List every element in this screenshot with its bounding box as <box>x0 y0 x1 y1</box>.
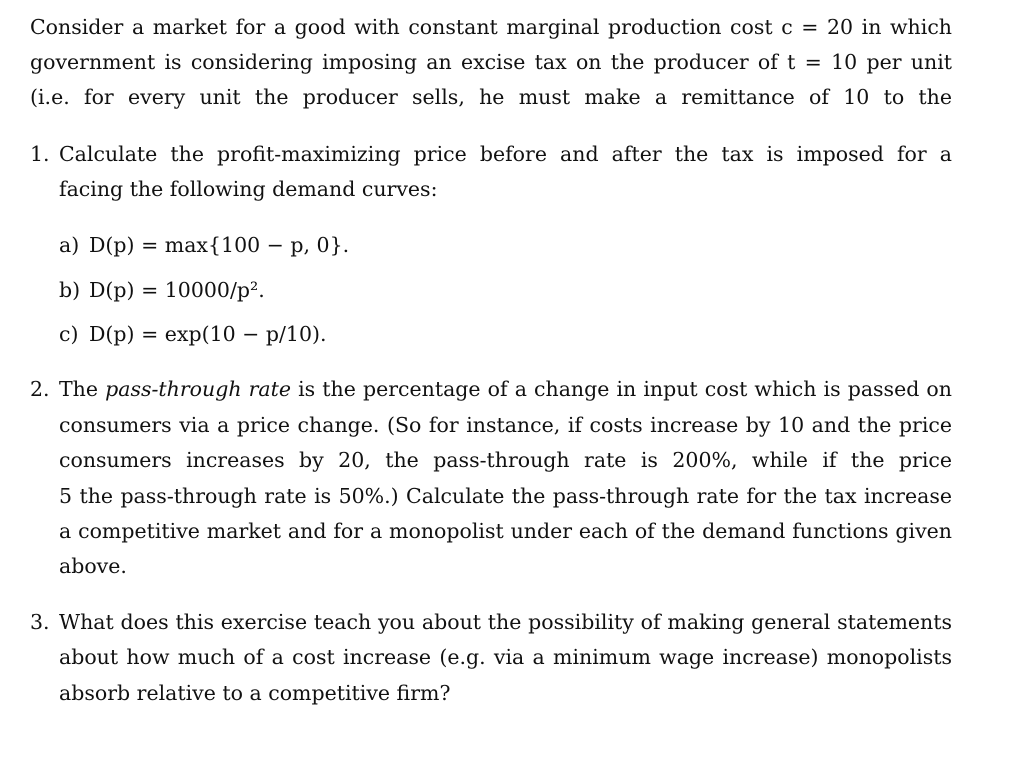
subitem-label: a) <box>59 233 80 257</box>
question-line: consumers increases by 20, the pass-through rate is 200%, while if the price <box>59 448 952 472</box>
question-line: a competitive market and for a monopolist under each of the demand functions given <box>59 519 952 543</box>
question-line: about how much of a cost increase (e.g. via a minimum wage increase) monopolists <box>59 645 952 669</box>
question-line: above. <box>59 554 127 578</box>
question-number: 2. <box>30 377 50 401</box>
question-line: Calculate the profit-maximizing price before and after the tax is imposed for a <box>59 142 952 166</box>
question-number: 3. <box>30 610 50 634</box>
demand-curve-c: D(p) = exp(10 − p/10). <box>89 322 327 346</box>
question-line: absorb relative to a competitive firm? <box>59 681 451 705</box>
question-line: 5 the pass-through rate is 50%.) Calculate the pass-through rate for the tax increase <box>59 484 952 508</box>
demand-curve-b: D(p) = 10000/p². <box>89 278 265 302</box>
intro-line: government is considering imposing an excise tax on the producer of t = 10 per unit <box>30 50 952 74</box>
question-line: facing the following demand curves: <box>59 177 438 201</box>
question-line: consumers via a price change. (So for instance, if costs increase by 10 and the price <box>59 413 952 437</box>
subitem-label: c) <box>59 322 79 346</box>
term-pass-through-rate: pass-through rate <box>105 377 292 401</box>
subitem-label: b) <box>59 278 81 302</box>
line-text: is the percentage of a change in input cost which is passed on <box>298 377 952 401</box>
intro-line: Consider a market for a good with constant marginal production cost c = 20 in which <box>30 15 952 39</box>
question-line: What does this exercise teach you about the possibility of making general statements <box>59 610 952 634</box>
intro-line: (i.e. for every unit the producer sells, he must make a remittance of 10 to the <box>30 85 952 109</box>
question-number: 1. <box>30 142 50 166</box>
question-line <box>59 376 952 402</box>
demand-curve-a: D(p) = max{100 − p, 0}. <box>89 233 350 257</box>
line-text: The <box>59 377 106 401</box>
